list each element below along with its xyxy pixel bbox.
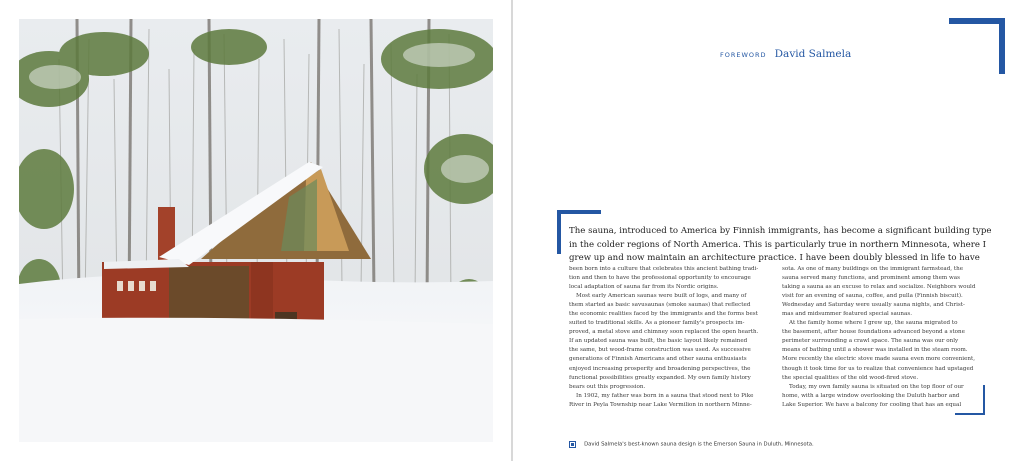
body-line: though it took time for us to realize that convenience had upstaged (782, 365, 974, 372)
body-line: River in Peyla Township near Lake Vermilion in northern Minne- (569, 401, 752, 408)
photo-caption (569, 434, 814, 453)
body-line: home, with a large window overlooking the Duluth harbor and (782, 392, 960, 399)
snowy-forest-sauna-image (19, 19, 493, 442)
body-line: the same, but wood-frame construction was used. As successive (569, 347, 751, 354)
body-line: tion and then to have the professional opportunity to encourage (569, 275, 751, 282)
body-line: means of bathing until a shower was installed in the steam room. (782, 347, 968, 354)
body-line: Lake Superior. We have a balcony for cooling that has an equal (782, 401, 962, 408)
body-line: the basement, after house foundations advanced beyond a stone (782, 329, 965, 336)
body-column-left (569, 265, 769, 410)
corner-ornament-top-right (949, 18, 1005, 74)
body-line: taking a sauna as an excuse to relax and socialize. Neighbors would (782, 284, 976, 291)
corner-bar-vertical (999, 18, 1005, 74)
body-line: functional possibilities greatly expanded. My own family history (569, 374, 751, 381)
lead-line: The sauna, introduced to America by Finnish immigrants, has become a significant building type (569, 226, 992, 236)
bracket-bar-vertical (557, 210, 561, 254)
body-line: enjoyed increasing prosperity and broadening perspectives, the (569, 365, 751, 372)
body-line: If an updated sauna was built, the basic layout likely remained (569, 338, 748, 345)
lead-paragraph (569, 225, 992, 266)
body-line: In 1902, my father was born in a sauna that stood next to Pike (576, 392, 754, 399)
body-line: sota. As one of many buildings on the immigrant farmstead, the (782, 266, 964, 272)
body-line: Wednesday and Saturday were usually sauna nights, and Christ- (782, 302, 965, 309)
caption-text: David Salmela's best-known sauna design is the Emerson Sauna in Duluth, Minnesota. (584, 441, 814, 448)
lead-line: grew up and now maintain an architecture practice. I have been doubly blessed in life to have (569, 253, 980, 263)
body-line: generations of Finnish Americans and other sauna enthusiasts (569, 356, 747, 363)
body-column-right (782, 265, 982, 410)
bracket-bar-horizontal (955, 413, 985, 415)
body-line: Most early American saunas were built of logs, and many of (576, 293, 747, 300)
body-line: sauna served many functions, and prominent among them was (782, 275, 960, 282)
lead-line: in the colder regions of North America. This is particularly true in northern Minnesota, where I (569, 239, 987, 250)
body-line: visit for an evening of sauna, coffee, and pulla (Finnish biscuit). (782, 293, 963, 300)
body-line: local adaptation of sauna far from its Nordic origins. (569, 284, 719, 291)
body-line: Today, my own family sauna is situated on the top floor of our (789, 383, 964, 390)
corner-bar-horizontal (949, 18, 1005, 24)
body-line: proved, a metal stove and chimney soon replaced the open hearth. (569, 329, 759, 336)
bracket-bar-vertical (983, 385, 985, 415)
text-bracket-bottom-right (955, 385, 985, 415)
body-line: More recently the electric stove made sauna even more convenient, (782, 356, 976, 363)
foreword-kicker: FOREWORD (720, 51, 767, 59)
body-line: At the family home where I grew up, the sauna migrated to (789, 320, 958, 327)
body-line: the special qualities of the old wood-fired stove. (782, 374, 919, 381)
caption-marker-icon (569, 441, 576, 448)
page-gutter (511, 0, 513, 461)
body-line: bears out this progression. (569, 383, 646, 390)
body-line: suited to traditional skills. As a pioneer family's prospects im- (569, 320, 745, 327)
foreword-heading (720, 42, 851, 61)
foreword-author: David Salmela (774, 48, 852, 60)
body-line: mas and midsummer featured special saunas. (782, 311, 912, 318)
body-line: perimeter surrounding a crawl space. The sauna was our only (782, 338, 959, 345)
bracket-bar-horizontal (557, 210, 601, 214)
sauna-photo (19, 19, 493, 442)
body-line: been born into a culture that celebrates this ancient bathing tradi- (569, 266, 759, 272)
body-line: them started as basic savusaunas (smoke saunas) that reflected (569, 302, 751, 309)
body-line: the economic realities faced by the immigrants and the forms best (569, 311, 758, 318)
